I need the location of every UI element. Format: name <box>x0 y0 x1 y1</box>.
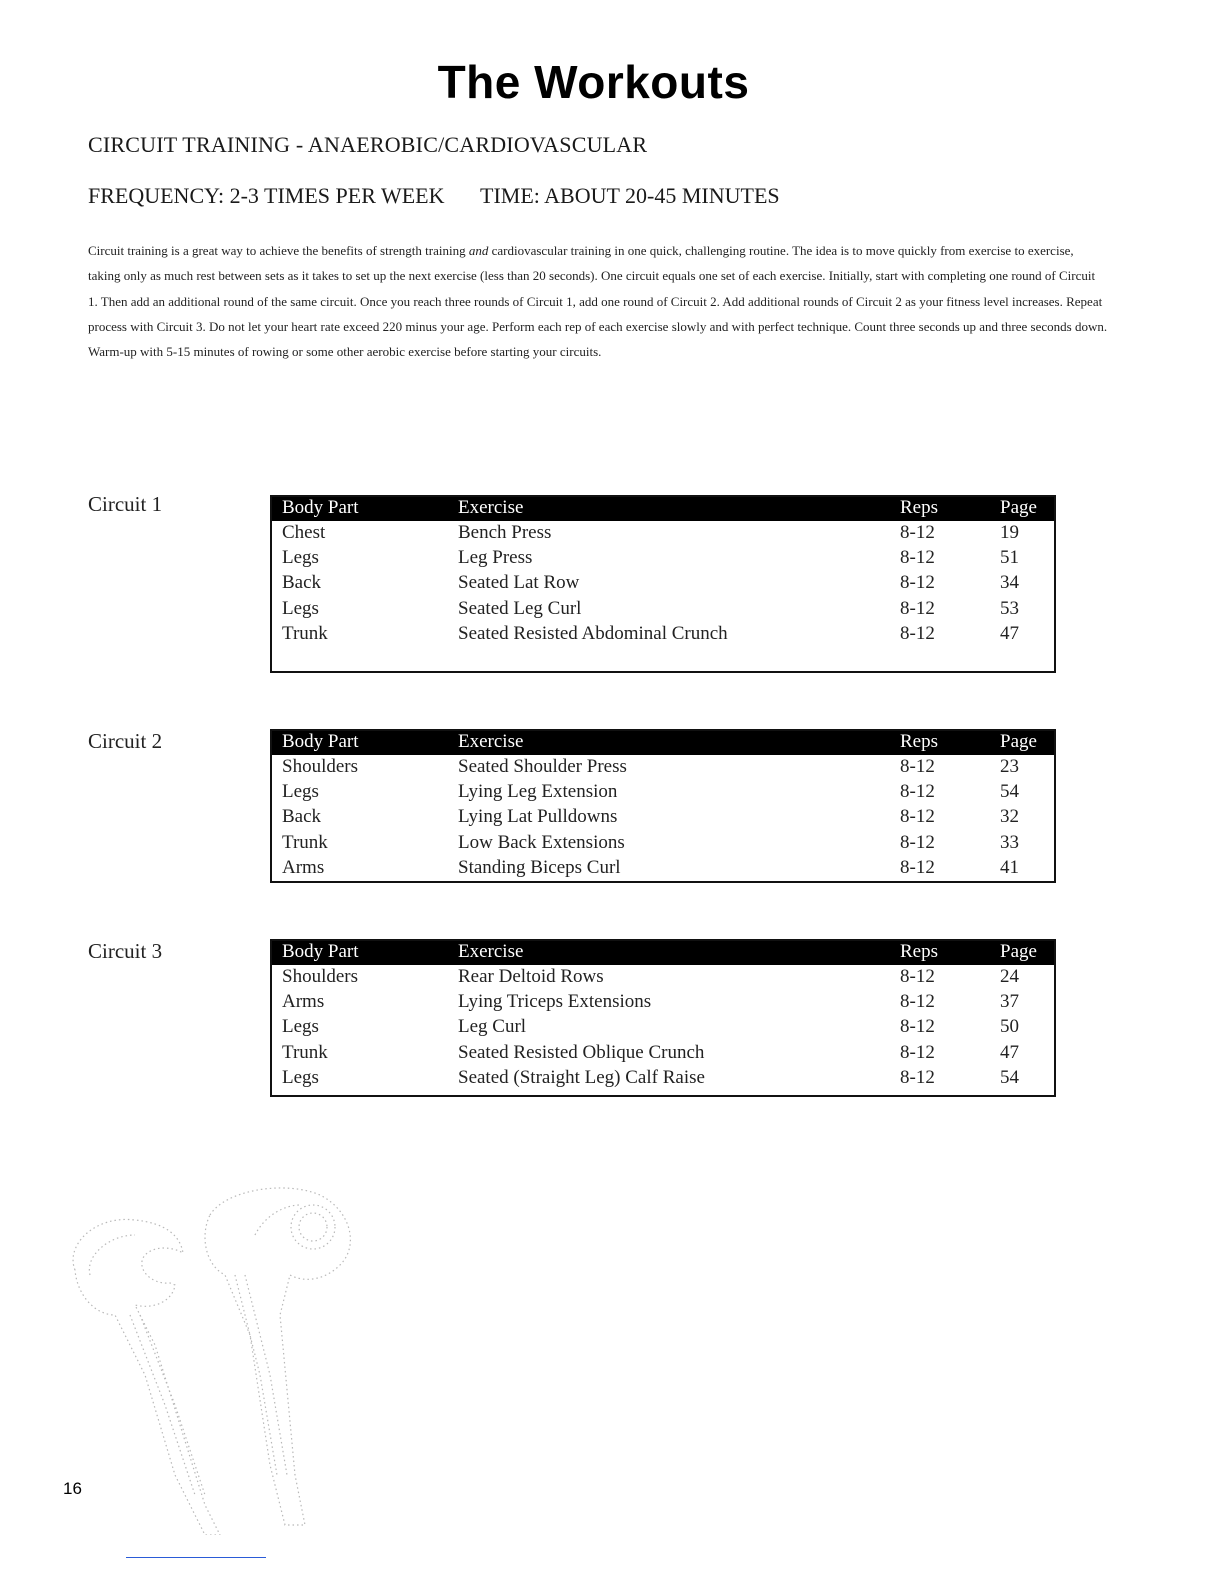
cell-body-part: Legs <box>282 1066 319 1088</box>
table-row <box>272 521 1054 546</box>
circuit-1-table <box>270 495 1056 673</box>
cell-reps: 8-12 <box>900 856 935 878</box>
cell-reps: 8-12 <box>900 991 935 1013</box>
table-header <box>272 497 1054 521</box>
cell-reps: 8-12 <box>900 597 935 619</box>
table-row <box>272 990 1054 1015</box>
frequency-text: FREQUENCY: 2-3 TIMES PER WEEK <box>88 183 445 208</box>
header-reps: Reps <box>900 497 938 518</box>
table-row <box>272 805 1054 830</box>
cell-reps: 8-12 <box>900 547 935 569</box>
page-number: 16 <box>63 1479 82 1498</box>
cell-page: 33 <box>1000 831 1019 853</box>
cell-page: 50 <box>1000 1016 1019 1038</box>
cell-page: 41 <box>1000 856 1019 878</box>
header-page: Page <box>1000 941 1037 962</box>
intro-paragraph <box>88 238 1108 364</box>
cell-reps: 8-12 <box>900 831 935 853</box>
cell-reps: 8-12 <box>900 1041 935 1063</box>
cell-body-part: Back <box>282 806 322 828</box>
header-reps: Reps <box>900 941 938 962</box>
table-row <box>272 1066 1054 1091</box>
cell-exercise: Leg Press <box>458 547 533 569</box>
cell-page: 54 <box>1000 781 1019 803</box>
cell-body-part: Chest <box>282 522 326 543</box>
cell-reps: 8-12 <box>900 1066 935 1088</box>
table-row <box>272 597 1054 622</box>
cell-body-part: Trunk <box>282 831 328 853</box>
cell-body-part: Legs <box>282 597 319 619</box>
cell-body-part: Shoulders <box>282 756 358 777</box>
wrench-illustration <box>55 1175 375 1535</box>
circuit-3-table <box>270 939 1056 1097</box>
cell-reps: 8-12 <box>900 966 935 987</box>
circuit-2-label: Circuit 2 <box>88 729 163 753</box>
right-wrench-outline <box>205 1188 350 1525</box>
cell-exercise: Lying Leg Extension <box>458 781 618 803</box>
cell-reps: 8-12 <box>900 781 935 803</box>
cell-page: 32 <box>1000 806 1019 828</box>
cell-reps: 8-12 <box>900 622 935 644</box>
header-page: Page <box>1000 731 1037 752</box>
cell-page: 19 <box>1000 522 1019 543</box>
table-header <box>272 941 1054 965</box>
cell-body-part: Arms <box>282 991 325 1013</box>
cell-exercise: Low Back Extensions <box>458 831 625 853</box>
circuit-2-table <box>270 729 1056 883</box>
header-page: Page <box>1000 497 1037 518</box>
cell-page: 37 <box>1000 991 1019 1013</box>
table-row <box>272 965 1054 990</box>
table-row <box>272 856 1054 881</box>
header-body-part: Body Part <box>282 731 359 752</box>
cell-page: 47 <box>1000 1041 1019 1063</box>
cell-body-part: Arms <box>282 856 325 878</box>
header-body-part: Body Part <box>282 941 359 962</box>
time-text: TIME: ABOUT 20-45 MINUTES <box>480 183 780 208</box>
cell-page: 34 <box>1000 572 1019 594</box>
cell-body-part: Legs <box>282 547 319 569</box>
table-row <box>272 546 1054 571</box>
cell-body-part: Trunk <box>282 1041 328 1063</box>
cell-reps: 8-12 <box>900 806 935 828</box>
footer-rule <box>126 1557 266 1558</box>
header-reps: Reps <box>900 731 938 752</box>
table-row <box>272 831 1054 856</box>
cell-page: 47 <box>1000 622 1019 644</box>
header-exercise: Exercise <box>458 941 524 962</box>
cell-exercise: Seated (Straight Leg) Calf Raise <box>458 1066 705 1088</box>
intro-text-start: Circuit training is a great way to achieve the benefits of strength training <box>88 243 469 258</box>
cell-exercise: Seated Shoulder Press <box>458 756 627 777</box>
intro-emphasis: and <box>468 243 489 258</box>
cell-page: 54 <box>1000 1066 1019 1088</box>
cell-reps: 8-12 <box>900 522 935 543</box>
table-row <box>272 1015 1054 1040</box>
header-body-part: Body Part <box>282 497 359 518</box>
cell-exercise: Rear Deltoid Rows <box>458 966 604 987</box>
cell-exercise: Seated Lat Row <box>458 572 580 594</box>
cell-reps: 8-12 <box>900 756 935 777</box>
right-wrench-hole <box>291 1205 335 1249</box>
table-row <box>272 1041 1054 1066</box>
cell-exercise: Seated Leg Curl <box>458 597 582 619</box>
intro-text-end: cardiovascular training in one quick, challenging routine. The idea is to move quickly from exercise to exercise, taking only as much rest between sets as it takes to set up the next exercise (less than 20 seconds). One circuit equals one set of each exercise. Initially, start with completing one round of Circuit 1. Then add an additional round of the same circuit. Once you reach three rounds of Circuit 1, add one round of Circuit 2. Add additional rounds of Circuit 2 as your fitness level increases. Repeat process with Circuit 3. Do not let your heart rate exceed 220 minus your age. Perform each rep of each exercise slowly and with perfect technique. Count three seconds up and three seconds down. Warm-up with 5-15 minutes of rowing or some other aerobic exercise before starting your circuits. <box>88 243 1108 360</box>
cell-body-part: Legs <box>282 1016 319 1038</box>
table-row <box>272 780 1054 805</box>
circuit-3-label: Circuit 3 <box>88 939 163 963</box>
cell-body-part: Back <box>282 572 322 594</box>
cell-page: 53 <box>1000 597 1019 619</box>
cell-reps: 8-12 <box>900 572 935 594</box>
header-exercise: Exercise <box>458 731 524 752</box>
cell-exercise: Standing Biceps Curl <box>458 856 621 878</box>
cell-reps: 8-12 <box>900 1016 935 1038</box>
cell-page: 23 <box>1000 756 1019 777</box>
cell-page: 24 <box>1000 966 1019 987</box>
header-exercise: Exercise <box>458 497 524 518</box>
cell-exercise: Lying Triceps Extensions <box>458 991 652 1013</box>
cell-body-part: Trunk <box>282 622 328 644</box>
cell-body-part: Shoulders <box>282 966 358 987</box>
cell-body-part: Legs <box>282 781 319 803</box>
table-row <box>272 622 1054 647</box>
section-subtitle: CIRCUIT TRAINING - ANAEROBIC/CARDIOVASCULAR <box>88 132 648 157</box>
cell-exercise: Bench Press <box>458 522 552 543</box>
page-title: The Workouts <box>437 56 750 108</box>
table-row <box>272 571 1054 596</box>
cell-exercise: Seated Resisted Abdominal Crunch <box>458 622 728 644</box>
table-row <box>272 755 1054 780</box>
left-wrench-outline <box>73 1219 220 1535</box>
cell-page: 51 <box>1000 547 1019 569</box>
circuit-1-label: Circuit 1 <box>88 492 163 516</box>
cell-exercise: Seated Resisted Oblique Crunch <box>458 1041 705 1063</box>
cell-exercise: Lying Lat Pulldowns <box>458 806 618 828</box>
cell-exercise: Leg Curl <box>458 1016 527 1038</box>
table-header <box>272 731 1054 755</box>
